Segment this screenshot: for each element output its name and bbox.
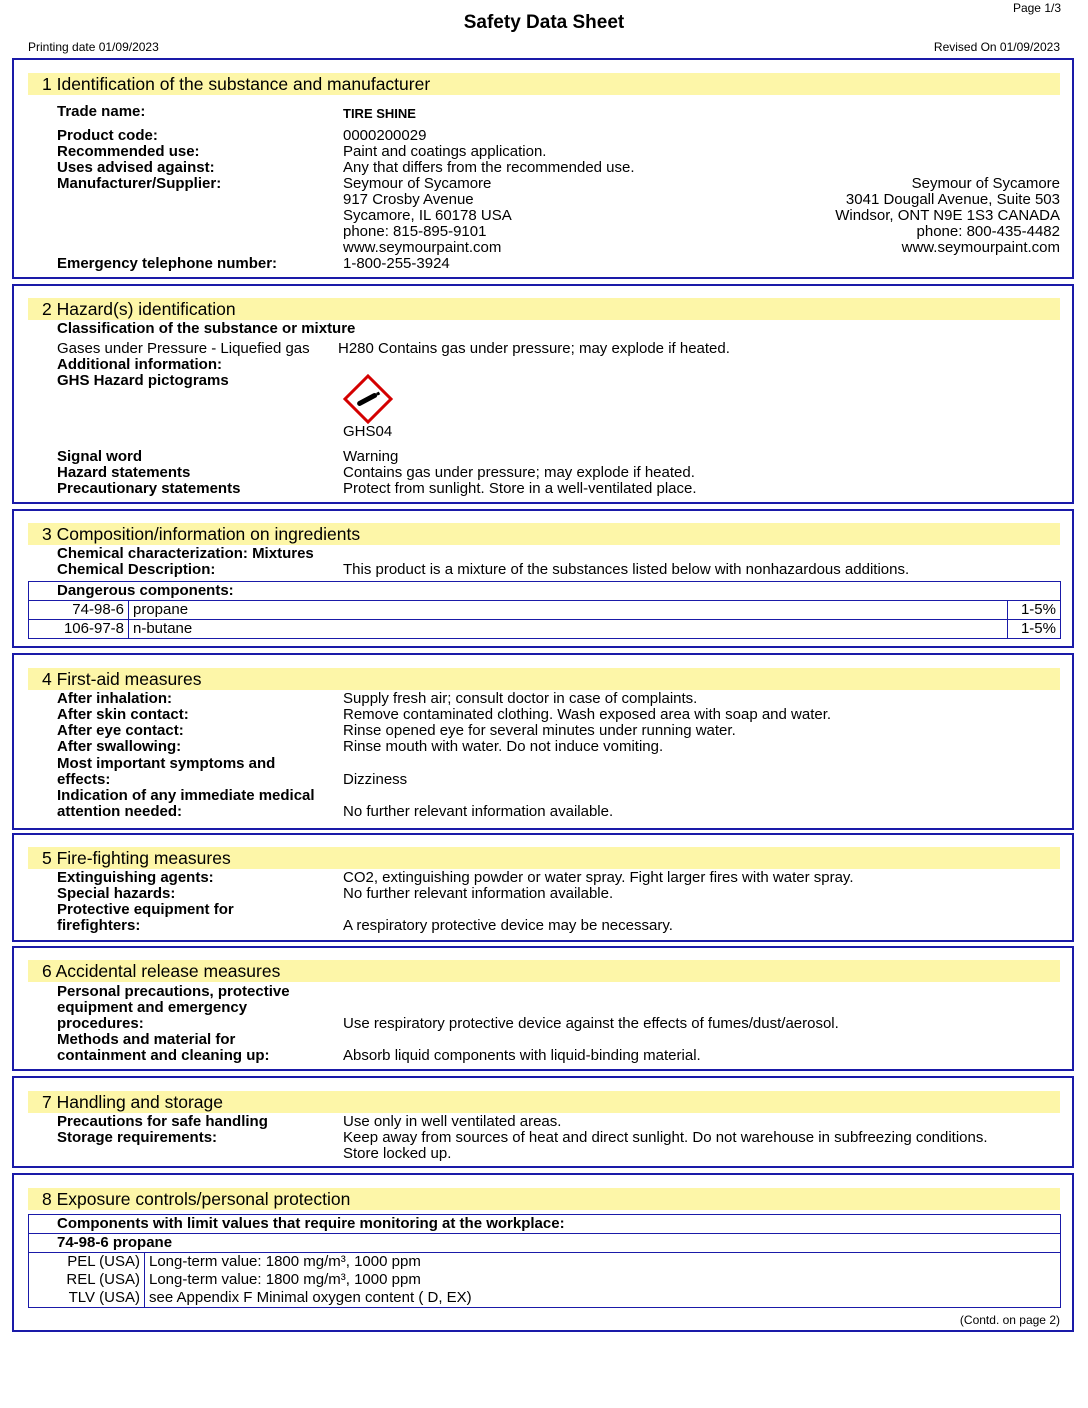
address-line: 917 Crosby Avenue bbox=[343, 191, 474, 208]
inhalation-text: Supply fresh air; consult doctor in case of complaints. bbox=[343, 690, 698, 707]
section-6-title: 6 Accidental release measures bbox=[42, 961, 281, 981]
containment-label bbox=[57, 1032, 270, 1064]
storage-text bbox=[343, 1130, 1061, 1162]
manufacturer-right-address bbox=[835, 176, 1060, 256]
classification-category: Gases under Pressure - Liquefied gas bbox=[57, 340, 310, 357]
revised-date: Revised On 01/09/2023 bbox=[933, 40, 1060, 54]
section-7-title: 7 Handling and storage bbox=[42, 1092, 223, 1112]
cas-number: 106-97-8 bbox=[29, 620, 129, 639]
label-line: Protective equipment for bbox=[57, 901, 234, 918]
emergency-phone: 1-800-255-3924 bbox=[343, 255, 450, 272]
text-line: Keep away from sources of heat and direct sunlight. Do not warehouse in subfreezing conditions. bbox=[343, 1129, 988, 1146]
storage-label: Storage requirements: bbox=[57, 1129, 218, 1146]
document-title: Safety Data Sheet bbox=[463, 12, 625, 33]
address-line: Seymour of Sycamore bbox=[911, 175, 1060, 192]
section-4-title: 4 First-aid measures bbox=[42, 669, 202, 689]
label-line: effects: bbox=[57, 771, 111, 788]
page-number: Page 1/3 bbox=[1012, 1, 1061, 15]
address-line: Seymour of Sycamore bbox=[343, 175, 492, 192]
firefighter-equipment-text: A respiratory protective device may be necessary. bbox=[343, 917, 673, 934]
hazard-statements-label: Hazard statements bbox=[57, 464, 191, 481]
section-3-title: 3 Composition/information on ingredients bbox=[42, 524, 361, 544]
medical-attention-label bbox=[57, 788, 315, 820]
text-line: Store locked up. bbox=[343, 1145, 452, 1162]
gas-cylinder-icon bbox=[343, 374, 393, 424]
label-line: Indication of any immediate medical bbox=[57, 787, 315, 804]
firefighter-equipment-label bbox=[57, 902, 234, 934]
exposure-limits-table bbox=[28, 1214, 1061, 1308]
printing-date: Printing date 01/09/2023 bbox=[28, 40, 159, 54]
label-line: Most important symptoms and bbox=[57, 755, 276, 772]
personal-precautions-text: Use respiratory protective device against the effects of fumes/dust/aerosol. bbox=[343, 1015, 839, 1032]
limit-type: TLV (USA) bbox=[29, 1289, 145, 1308]
limit-type: REL (USA) bbox=[29, 1271, 145, 1289]
table-header-row bbox=[29, 1234, 1061, 1253]
components-limit-label: Components with limit values that require monitoring at the workplace: bbox=[29, 1215, 1061, 1234]
signal-word: Warning bbox=[343, 448, 399, 465]
safe-handling-label: Precautions for safe handling bbox=[57, 1113, 268, 1130]
symptoms-text: Dizziness bbox=[343, 771, 408, 788]
skin-contact-text: Remove contaminated clothing. Wash exposed area with soap and water. bbox=[343, 706, 832, 723]
classification-statement: H280 Contains gas under pressure; may explode if heated. bbox=[338, 340, 730, 357]
additional-info-label: Additional information: bbox=[57, 356, 222, 373]
skin-contact-label: After skin contact: bbox=[57, 706, 189, 723]
address-line: Sycamore, IL 60178 USA bbox=[343, 207, 512, 224]
table-row bbox=[29, 620, 1061, 639]
chemical-description-label: Chemical Description: bbox=[57, 561, 216, 578]
label-line: procedures: bbox=[57, 1015, 144, 1032]
label-line: firefighters: bbox=[57, 917, 141, 934]
trade-name-label: Trade name: bbox=[57, 103, 146, 120]
limit-value: Long-term value: 1800 mg/m³, 1000 ppm bbox=[145, 1253, 1061, 1272]
precautionary-statements-label: Precautionary statements bbox=[57, 480, 241, 497]
dangerous-components-label: Dangerous components: bbox=[29, 582, 1061, 601]
uses-advised-against-label: Uses advised against: bbox=[57, 159, 215, 176]
safe-handling-text: Use only in well ventilated areas. bbox=[343, 1113, 562, 1130]
precautionary-statements: Protect from sunlight. Store in a well-ventilated place. bbox=[343, 480, 697, 497]
label-line: attention needed: bbox=[57, 803, 183, 820]
continued-note: (Contd. on page 2) bbox=[959, 1313, 1060, 1327]
manufacturer-left-address bbox=[343, 176, 512, 256]
pictogram-code: GHS04 bbox=[343, 423, 393, 440]
address-line: 3041 Dougall Avenue, Suite 503 bbox=[845, 191, 1060, 208]
table-header-row bbox=[29, 1215, 1061, 1234]
product-code: 0000200029 bbox=[343, 127, 427, 144]
inhalation-label: After inhalation: bbox=[57, 690, 172, 707]
address-line: phone: 815-895-9101 bbox=[343, 223, 487, 240]
address-line: www.seymourpaint.com bbox=[343, 239, 502, 256]
extinguishing-agents-text: CO2, extinguishing powder or water spray. Fight larger fires with water spray. bbox=[343, 869, 854, 886]
component-name: n-butane bbox=[129, 620, 1008, 639]
limit-value: Long-term value: 1800 mg/m³, 1000 ppm bbox=[145, 1271, 1061, 1289]
product-code-label: Product code: bbox=[57, 127, 158, 144]
uses-advised-against: Any that differs from the recommended use. bbox=[343, 159, 635, 176]
recommended-use-label: Recommended use: bbox=[57, 143, 200, 160]
address-line: Windsor, ONT N9E 1S3 CANADA bbox=[835, 207, 1060, 224]
table-row bbox=[29, 1271, 1061, 1289]
label-line: containment and cleaning up: bbox=[57, 1047, 270, 1064]
section-1-title: 1 Identification of the substance and manufacturer bbox=[42, 74, 431, 94]
signal-word-label: Signal word bbox=[57, 448, 143, 465]
extinguishing-agents-label: Extinguishing agents: bbox=[57, 869, 214, 886]
cas-number: 74-98-6 bbox=[29, 601, 129, 620]
component-percent: 1-5% bbox=[1008, 601, 1061, 620]
medical-attention-text: No further relevant information available. bbox=[343, 803, 614, 820]
section-8-title: 8 Exposure controls/personal protection bbox=[42, 1189, 351, 1209]
hazard-statements: Contains gas under pressure; may explode if heated. bbox=[343, 464, 695, 481]
eye-contact-label: After eye contact: bbox=[57, 722, 184, 739]
emergency-phone-label: Emergency telephone number: bbox=[57, 255, 278, 272]
swallowing-label: After swallowing: bbox=[57, 738, 182, 755]
table-header-row bbox=[29, 582, 1061, 601]
table-row bbox=[29, 1253, 1061, 1272]
chemical-description: This product is a mixture of the substances listed below with nonhazardous additions. bbox=[343, 561, 910, 578]
limit-value: see Appendix F Minimal oxygen content ( D, EX) bbox=[145, 1289, 1061, 1308]
component-name: 74-98-6 propane bbox=[29, 1234, 1061, 1253]
special-hazards-label: Special hazards: bbox=[57, 885, 176, 902]
swallowing-text: Rinse mouth with water. Do not induce vomiting. bbox=[343, 738, 664, 755]
component-name: propane bbox=[129, 601, 1008, 620]
address-line: www.seymourpaint.com bbox=[901, 239, 1060, 256]
classification-label: Classification of the substance or mixture bbox=[57, 320, 356, 337]
dangerous-components-table bbox=[28, 581, 1061, 639]
special-hazards-text: No further relevant information available. bbox=[343, 885, 614, 902]
table-row bbox=[29, 1289, 1061, 1308]
trade-name: TIRE SHINE bbox=[343, 106, 416, 121]
section-5-title: 5 Fire-fighting measures bbox=[42, 848, 231, 868]
label-line: Personal precautions, protective bbox=[57, 983, 290, 1000]
eye-contact-text: Rinse opened eye for several minutes under running water. bbox=[343, 722, 736, 739]
manufacturer-label: Manufacturer/Supplier: bbox=[57, 175, 222, 192]
symptoms-label bbox=[57, 756, 275, 788]
personal-precautions-label bbox=[57, 984, 290, 1032]
ghs-pictograms-label: GHS Hazard pictograms bbox=[57, 372, 229, 389]
section-2-title: 2 Hazard(s) identification bbox=[42, 299, 236, 319]
containment-text: Absorb liquid components with liquid-binding material. bbox=[343, 1047, 701, 1064]
component-percent: 1-5% bbox=[1008, 620, 1061, 639]
label-line: equipment and emergency bbox=[57, 999, 248, 1016]
limit-type: PEL (USA) bbox=[29, 1253, 145, 1272]
table-row bbox=[29, 601, 1061, 620]
recommended-use: Paint and coatings application. bbox=[343, 143, 547, 160]
address-line: phone: 800-435-4482 bbox=[916, 223, 1060, 240]
label-line: Methods and material for bbox=[57, 1031, 236, 1048]
chemical-characterization: Chemical characterization: Mixtures bbox=[57, 545, 314, 562]
